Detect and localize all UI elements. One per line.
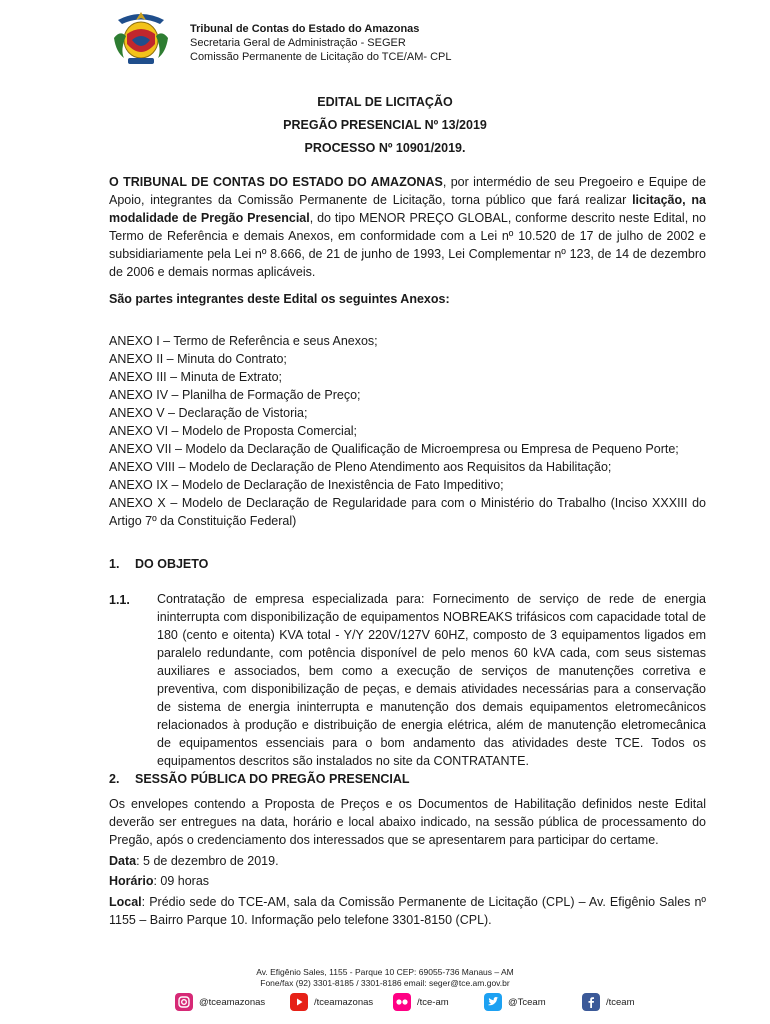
session-location [109, 893, 706, 929]
session-date [109, 852, 706, 870]
twitter-icon [484, 993, 502, 1011]
time-label: Horário [109, 874, 154, 888]
section-1-heading [109, 557, 208, 571]
location-value: : Prédio sede do TCE-AM, sala da Comissão Permanente de Licitação (CPL) – Av. Efigênio Sales nº 1155 – Bairro Parque 10. Informação pelo telefone 3301-8150 (CPL). [109, 895, 706, 927]
annex-item: ANEXO I – Termo de Referência e seus Anexos; [109, 334, 378, 348]
instagram-icon [175, 993, 193, 1011]
twitter-link[interactable] [484, 992, 546, 1012]
annex-item: ANEXO IX – Modelo de Declaração de Inexistência de Fato Impeditivo; [109, 478, 504, 492]
subsection-1-1-number: 1.1. [109, 593, 130, 607]
footer-address: Av. Efigênio Sales, 1155 - Parque 10 CEP: 69055-736 Manaus – AM [256, 967, 514, 977]
section-2-text: Os envelopes contendo a Proposta de Preços e os Documentos de Habilitação definidos neste Edital deverão ser entregues na data, horário e local abaixo indicado, na sessão pública de processamento do Pregão, após o credenciamento dos interessados que se apresentarem para participar do certame. [109, 797, 706, 847]
instagram-handle: @tceamazonas [199, 996, 266, 1008]
edital-title: EDITAL DE LICITAÇÃO [317, 95, 453, 109]
flickr-handle: /tce-am [417, 996, 449, 1008]
location-label: Local [109, 895, 142, 909]
section-2-number: 2. [109, 772, 120, 786]
instagram-link[interactable] [175, 992, 265, 1012]
youtube-link[interactable] [290, 992, 373, 1012]
processo-title: PROCESSO Nº 10901/2019. [304, 141, 466, 155]
section-2-title: SESSÃO PÚBLICA DO PREGÃO PRESENCIAL [135, 772, 410, 786]
section-2-heading [109, 772, 410, 786]
annex-item: ANEXO VI – Modelo de Proposta Comercial; [109, 424, 358, 438]
youtube-icon [290, 993, 308, 1011]
department-name: Secretaria Geral de Administração - SEGER [190, 37, 406, 49]
flickr-icon [393, 993, 411, 1011]
annex-item: ANEXO X – Modelo de Declaração de Regularidade para com o Ministério do Trabalho (Inciso XXXIII do Artigo 7º da Constituição Federal) [109, 496, 706, 528]
letterhead-text [190, 22, 451, 64]
annex-item: ANEXO IV – Planilha de Formação de Preço; [109, 388, 361, 402]
section-1-title: DO OBJETO [135, 557, 209, 571]
intro-paragraph [109, 173, 706, 281]
youtube-handle: /tceamazonas [314, 996, 374, 1008]
facebook-handle: /tceam [606, 996, 635, 1008]
annex-intro: São partes integrantes deste Edital os seguintes Anexos: [109, 292, 450, 306]
commission-name: Comissão Permanente de Licitação do TCE/AM- CPL [190, 51, 452, 63]
facebook-icon [582, 993, 600, 1011]
annex-item: ANEXO II – Minuta do Contrato; [109, 352, 287, 366]
annex-item: ANEXO VIII – Modelo de Declaração de Pleno Atendimento aos Requisitos da Habilitação; [109, 460, 612, 474]
intro-text-1: , por intermédio de seu Pregoeiro e Equipe de Apoio, integrantes da Comissão Permanente de Licitação, torna público que fará realizar [109, 175, 706, 207]
intro-text-2: , do tipo MENOR PREÇO GLOBAL, conforme descrito neste Edital, no Termo de Referência e demais Anexos, em conformidade com a Lei nº 10.520 de 17 de julho de 2002 e subsidiariamente pela Lei nº 8.666, de 21 de junho de 1993, Lei Complementar nº 123, de 14 de dezembro de 2006 e demais normas aplicáveis. [109, 211, 706, 279]
session-time [109, 872, 706, 890]
modality-text: licitação, na modalidade de Pregão Presencial [109, 193, 706, 225]
footer-contact: Fone/fax (92) 3301-8185 / 3301-8186 email: seger@tce.am.gov.br [260, 978, 510, 988]
time-value: : 09 horas [153, 874, 210, 888]
twitter-handle: @Tceam [508, 996, 546, 1008]
institution-name: Tribunal de Contas do Estado do Amazonas [190, 23, 420, 35]
facebook-link[interactable] [582, 992, 635, 1012]
letterhead [110, 10, 470, 70]
annex-item: ANEXO III – Minuta de Extrato; [109, 370, 282, 384]
annex-item: ANEXO V – Declaração de Vistoria; [109, 406, 308, 420]
annex-list [109, 332, 706, 530]
pregao-title: PREGÃO PRESENCIAL Nº 13/2019 [283, 118, 487, 132]
date-label: Data [109, 854, 137, 868]
annex-item: ANEXO VII – Modelo da Declaração de Qualificação de Microempresa ou Empresa de Pequeno Porte; [109, 442, 679, 456]
organization-name: O TRIBUNAL DE CONTAS DO ESTADO DO AMAZONAS [109, 175, 443, 189]
flickr-link[interactable] [393, 992, 449, 1012]
coat-of-arms-logo [110, 10, 172, 68]
date-value: : 5 de dezembro de 2019. [136, 854, 279, 868]
subsection-1-1-text: Contratação de empresa especializada para: Fornecimento de serviço de rede de energia ininterrupta com disponibilização de equipamentos NOBREAKS trifásicos com capacidade total de 180 (cento e oitenta) KVA total - Y/Y 220V/127V 60HZ, composto de 3 equipamentos ligados em paralelo redundante, com potência disponível de pelo menos 60 kVA cada, com seus sistemas auxiliares e associados, bem como a execução de serviços de manutenções corretiva e preventiva, com disponibilização de peças, e demais atividades necessárias para a conservação de sistema de energia ininterrupta e manutenção dos demais equipamentos eletromecânicos relacionados à produção e distribuição de energia elétrica, além de manutenção eletromecânica de equipamentos essenciais para o bom andamento das atividades deste TCE. Todos os equipamentos descritos são instalados no site da CONTRATANTE. [157, 592, 706, 768]
section-1-number: 1. [109, 557, 120, 571]
